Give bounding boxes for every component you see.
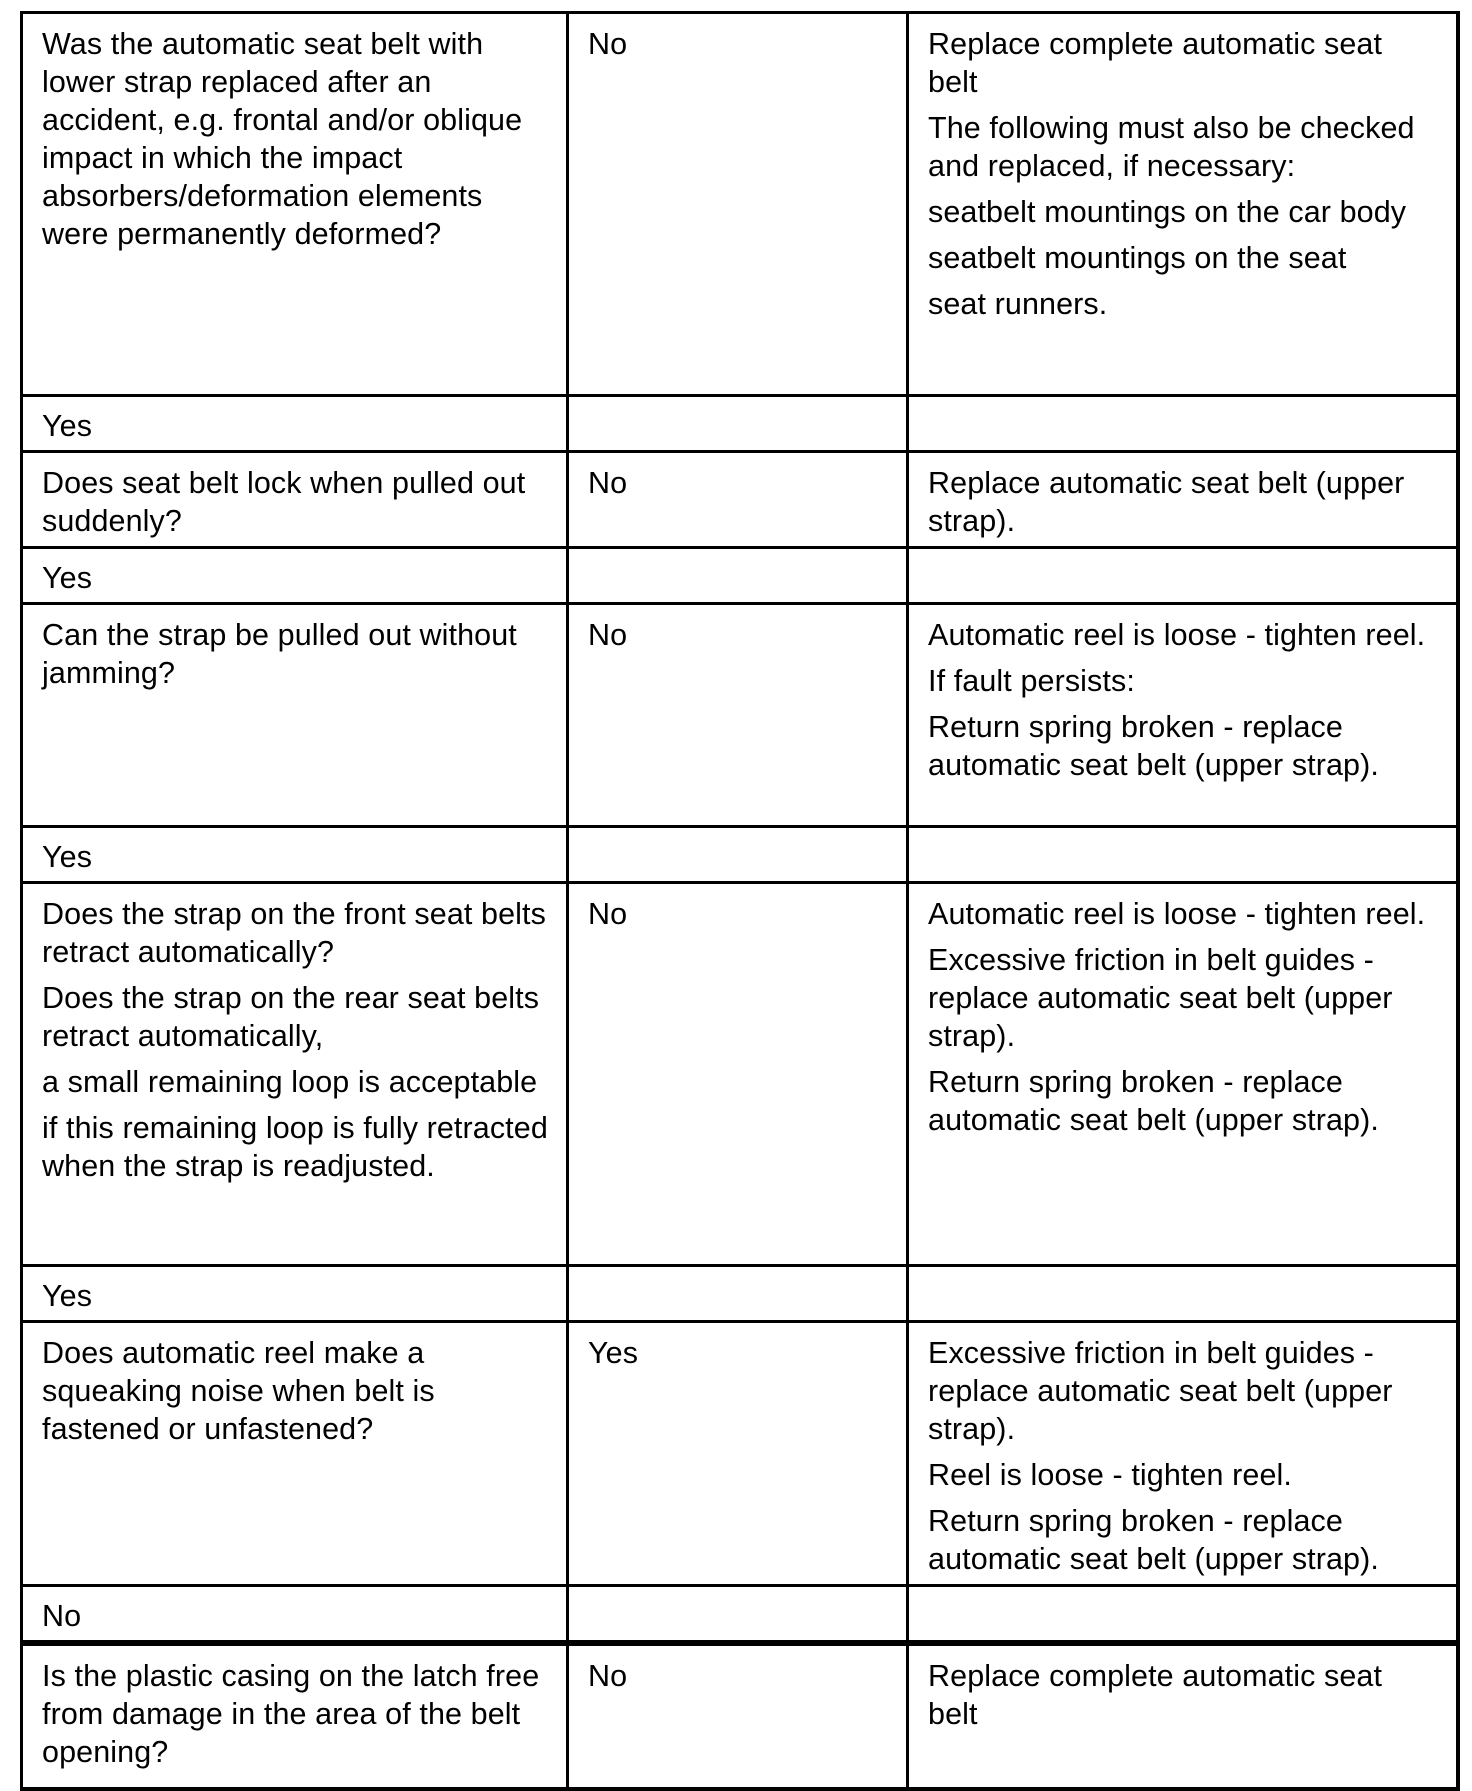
action-text: Replace complete automatic seat belt — [928, 27, 1383, 99]
question-cell — [22, 1322, 568, 1586]
empty-cell — [568, 1266, 908, 1322]
answer-cell — [568, 1643, 908, 1789]
action-text: Replace automatic seat belt (upper strap). — [928, 466, 1405, 538]
action-text: Return spring broken - replace automatic seat belt (upper strap). — [928, 1504, 1379, 1576]
action-text: Return spring broken - replace automatic seat belt (upper strap). — [928, 1065, 1379, 1137]
answer-text: No — [588, 466, 628, 500]
empty-cell — [568, 827, 908, 883]
continue-cell: Yes — [22, 827, 568, 883]
answer-text: No — [588, 618, 628, 652]
action-cell — [908, 883, 1458, 1266]
empty-cell — [908, 1586, 1458, 1644]
question-text: Does the strap on the rear seat belts retract automatically, — [42, 981, 540, 1053]
check-row — [22, 13, 1458, 396]
answer-text: No — [588, 27, 628, 61]
question-cell — [22, 883, 568, 1266]
empty-cell — [908, 548, 1458, 604]
action-text: Automatic reel is loose - tighten reel. — [928, 897, 1426, 931]
action-cell — [908, 13, 1458, 396]
continue-cell: Yes — [22, 1266, 568, 1322]
question-text: Does seat belt lock when pulled out suddenly? — [42, 466, 526, 538]
action-cell — [908, 1322, 1458, 1586]
action-text: seatbelt mountings on the seat — [928, 241, 1347, 275]
check-row — [22, 1643, 1458, 1789]
seat-belt-diagnosis-table — [20, 11, 1460, 1791]
continue-cell: No — [22, 1586, 568, 1644]
continue-cell: Yes — [22, 396, 568, 452]
answer-cell — [568, 13, 908, 396]
continue-row — [22, 827, 1458, 883]
action-text: Excessive friction in belt guides - replace automatic seat belt (upper strap). — [928, 1336, 1393, 1446]
action-text: Replace complete automatic seat belt — [928, 1659, 1383, 1731]
question-text: a small remaining loop is acceptable — [42, 1065, 538, 1099]
check-row — [22, 1322, 1458, 1586]
answer-text: No — [588, 897, 628, 931]
action-cell — [908, 452, 1458, 548]
action-cell — [908, 604, 1458, 827]
continue-row — [22, 1266, 1458, 1322]
action-cell — [908, 1643, 1458, 1789]
action-text: seat runners. — [928, 287, 1108, 321]
question-text: Can the strap be pulled out without jamming? — [42, 618, 517, 690]
check-row — [22, 452, 1458, 548]
empty-cell — [568, 1586, 908, 1644]
answer-cell — [568, 1322, 908, 1586]
empty-cell — [908, 827, 1458, 883]
question-text: Is the plastic casing on the latch free from damage in the area of the belt opening? — [42, 1659, 540, 1769]
action-text: The following must also be checked and replaced, if necessary: — [928, 111, 1415, 183]
question-text: Was the automatic seat belt with lower strap replaced after an accident, e.g. frontal and/or oblique impact in which the impact absorbers/deformation elements were permanently deformed? — [42, 27, 523, 251]
answer-cell — [568, 452, 908, 548]
question-cell — [22, 452, 568, 548]
question-cell — [22, 13, 568, 396]
action-text: Excessive friction in belt guides - replace automatic seat belt (upper strap). — [928, 943, 1393, 1053]
empty-cell — [908, 1266, 1458, 1322]
question-text: Does automatic reel make a squeaking noise when belt is fastened or unfastened? — [42, 1336, 435, 1446]
continue-row — [22, 1586, 1458, 1644]
check-row — [22, 883, 1458, 1266]
question-text: Does the strap on the front seat belts retract automatically? — [42, 897, 546, 969]
continue-row — [22, 548, 1458, 604]
empty-cell — [568, 396, 908, 452]
empty-cell — [568, 548, 908, 604]
answer-text: Yes — [588, 1336, 639, 1370]
question-cell — [22, 1643, 568, 1789]
action-text: Return spring broken - replace automatic seat belt (upper strap). — [928, 710, 1379, 782]
continue-cell: Yes — [22, 548, 568, 604]
check-row — [22, 604, 1458, 827]
action-text: seatbelt mountings on the car body — [928, 195, 1407, 229]
action-text: If fault persists: — [928, 664, 1135, 698]
continue-row — [22, 396, 1458, 452]
answer-cell — [568, 883, 908, 1266]
question-cell — [22, 604, 568, 827]
empty-cell — [908, 396, 1458, 452]
answer-text: No — [588, 1659, 628, 1693]
action-text: Automatic reel is loose - tighten reel. — [928, 618, 1426, 652]
question-text: if this remaining loop is fully retracted when the strap is readjusted. — [42, 1111, 548, 1183]
answer-cell — [568, 604, 908, 827]
action-text: Reel is loose - tighten reel. — [928, 1458, 1293, 1492]
